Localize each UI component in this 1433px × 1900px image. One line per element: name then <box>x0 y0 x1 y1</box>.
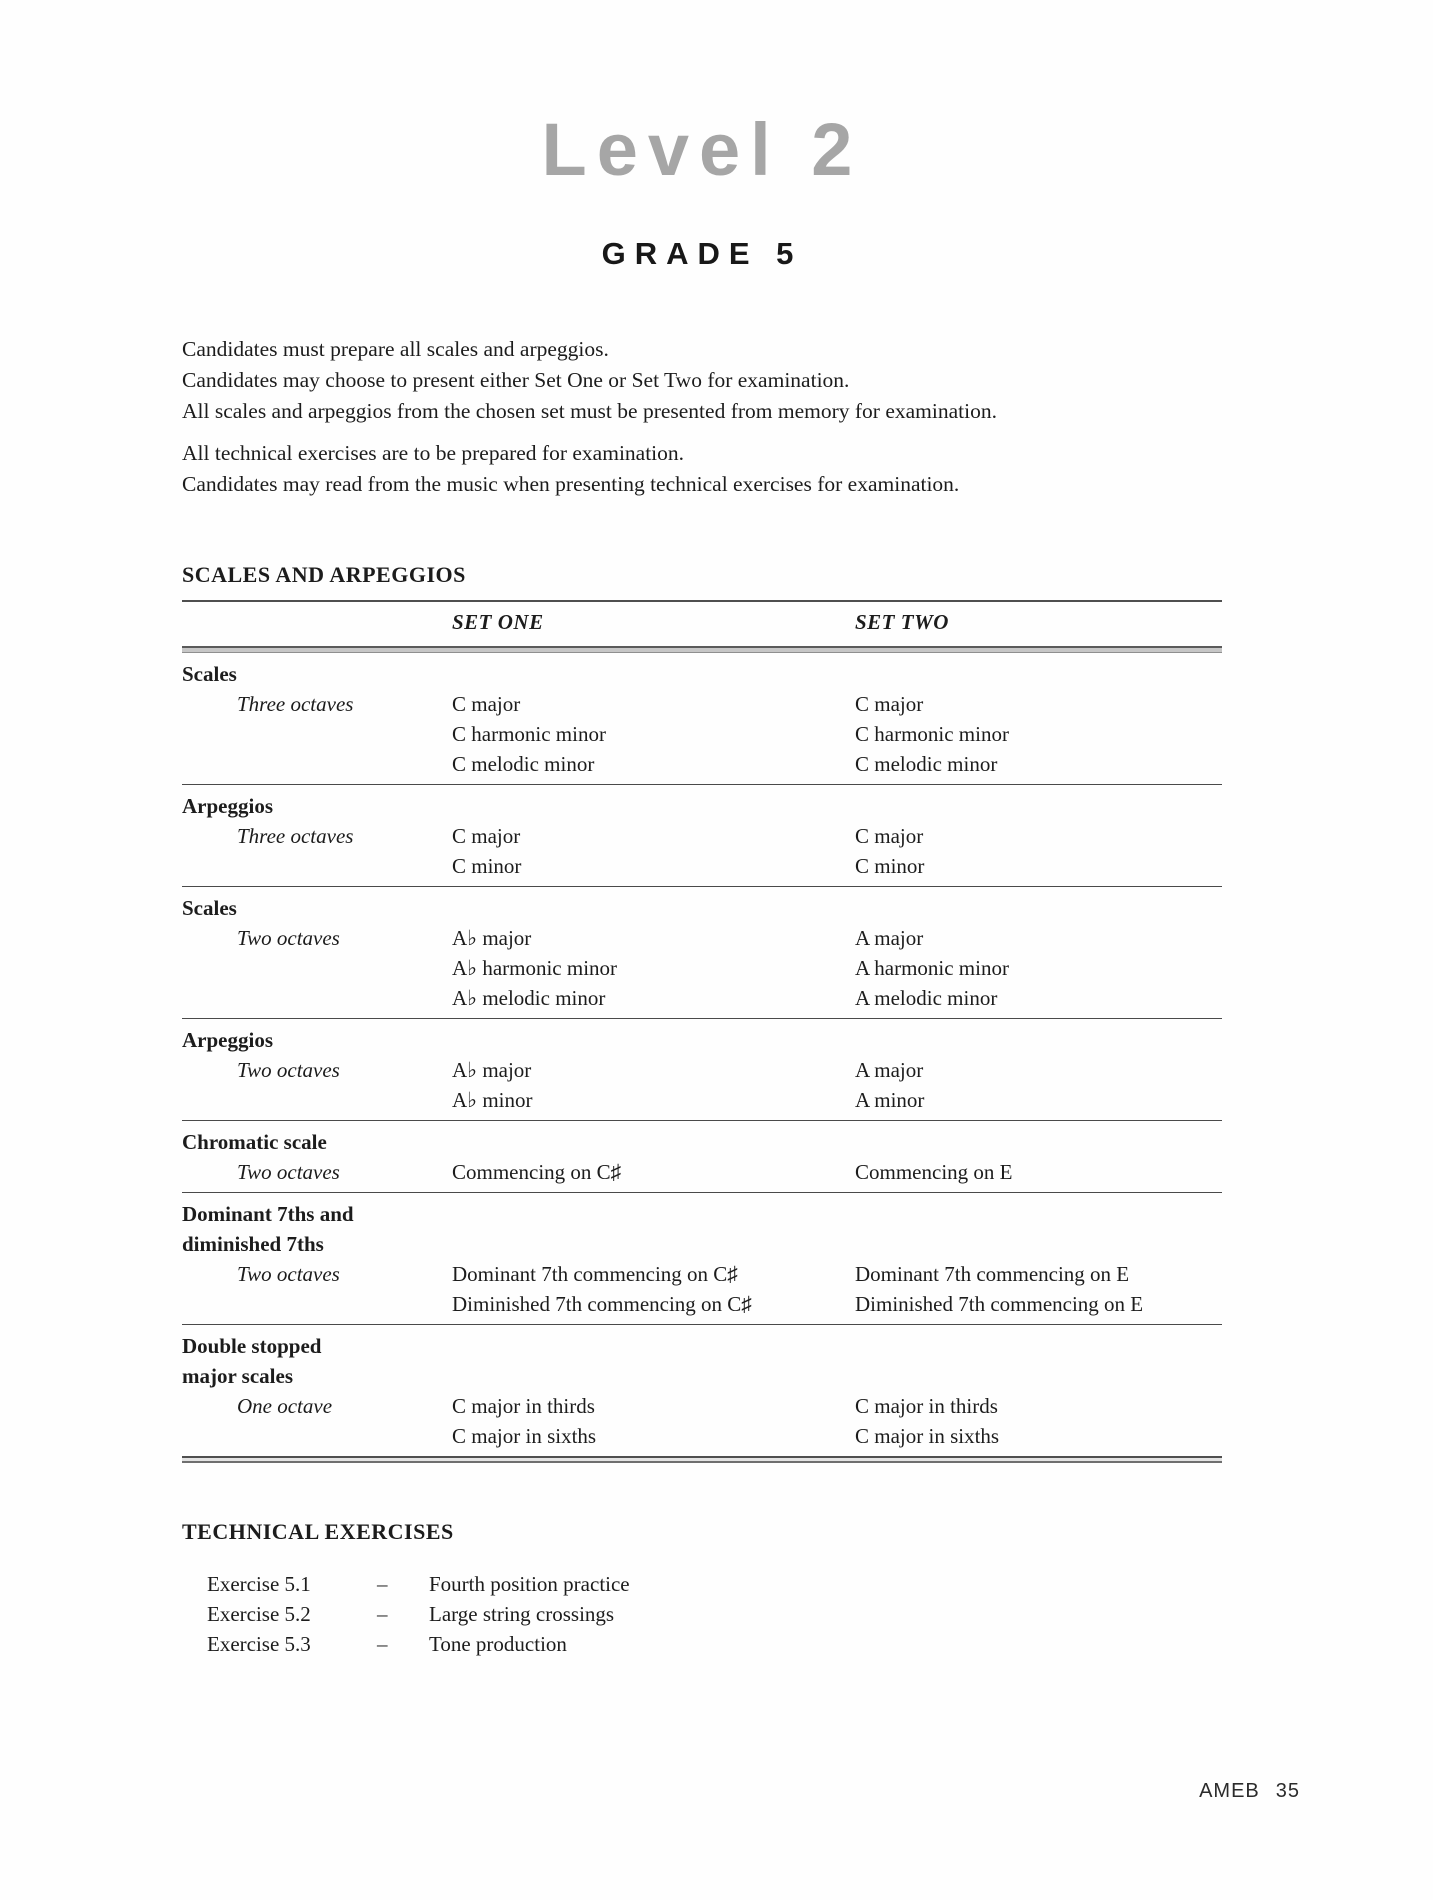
table-row <box>182 719 1222 749</box>
column-header-set-two: SET TWO <box>855 610 949 634</box>
exercise-name: Exercise 5.3 <box>207 1632 311 1656</box>
table-row <box>182 1391 1222 1421</box>
set-two-cell: C major in thirds <box>855 1394 998 1418</box>
set-one-cell: A♭ major <box>452 926 532 950</box>
table-rule-bottom <box>182 1456 1222 1463</box>
table-row <box>182 749 1222 779</box>
table-row <box>182 1157 1222 1187</box>
category-label: Scales <box>182 662 237 686</box>
table-row <box>182 1085 1222 1115</box>
table-row <box>182 821 1222 851</box>
section-scales-two-octaves <box>182 887 1222 1019</box>
table-rule-under-header <box>182 646 1222 653</box>
exercise-description: Fourth position practice <box>429 1572 630 1596</box>
technical-exercises-list <box>182 1569 1222 1659</box>
set-one-cell: C major in thirds <box>452 1394 595 1418</box>
exercise-dash: – <box>377 1632 388 1656</box>
intro-line: Candidates must prepare all scales and arpeggios. <box>182 337 609 361</box>
set-two-cell: A melodic minor <box>855 986 998 1010</box>
section-arpeggios-two-octaves <box>182 1019 1222 1121</box>
set-one-cell: Diminished 7th commencing on C♯ <box>452 1292 752 1316</box>
octave-label: Two octaves <box>237 1058 340 1082</box>
set-one-cell: C minor <box>452 854 522 878</box>
exercise-description: Tone production <box>429 1632 567 1656</box>
exercise-item <box>182 1629 1222 1659</box>
table-row <box>182 851 1222 881</box>
set-one-cell: Dominant 7th commencing on C♯ <box>452 1262 738 1286</box>
grade-title: GRADE 5 <box>601 236 803 271</box>
set-two-cell: C harmonic minor <box>855 722 1009 746</box>
section-arpeggios-three-octaves <box>182 785 1222 887</box>
set-two-cell: C major <box>855 824 924 848</box>
footer-page-number: 35 <box>1275 1780 1300 1802</box>
section-chromatic-scale <box>182 1121 1222 1193</box>
set-one-cell: A♭ major <box>452 1058 532 1082</box>
scales-arpeggios-heading: SCALES AND ARPEGGIOS <box>182 562 466 587</box>
category-label: Scales <box>182 896 237 920</box>
scales-arpeggios-table <box>182 600 1222 1463</box>
section-scales-three-octaves <box>182 653 1222 785</box>
set-one-cell: C major <box>452 692 521 716</box>
octave-label: Two octaves <box>237 1160 340 1184</box>
exercise-item <box>182 1599 1222 1629</box>
table-row <box>182 1289 1222 1319</box>
page-footer <box>1199 1780 1300 1803</box>
category-label: Chromatic scale <box>182 1130 327 1154</box>
category-label: Arpeggios <box>182 794 273 818</box>
intro-line: All scales and arpeggios from the chosen set must be presented from memory for examination. <box>182 399 997 423</box>
set-two-cell: Commencing on E <box>855 1160 1013 1184</box>
column-header-set-one: SET ONE <box>452 610 544 634</box>
set-one-cell: A♭ harmonic minor <box>452 956 618 980</box>
intro-line: Candidates may choose to present either Set One or Set Two for examination. <box>182 368 850 392</box>
set-one-cell: C major in sixths <box>452 1424 597 1448</box>
exercise-name: Exercise 5.2 <box>207 1602 311 1626</box>
octave-label: One octave <box>237 1394 333 1418</box>
technical-exercises-heading: TECHNICAL EXERCISES <box>182 1519 454 1544</box>
table-header-row <box>182 602 1222 646</box>
exercise-name: Exercise 5.1 <box>207 1572 311 1596</box>
exercise-dash: – <box>377 1602 388 1626</box>
table-header-spacer <box>182 608 452 636</box>
set-two-cell: C melodic minor <box>855 752 998 776</box>
intro-paragraph-scales <box>182 334 1222 427</box>
table-row <box>182 1055 1222 1085</box>
set-two-cell: A major <box>855 926 924 950</box>
table-row <box>182 923 1222 953</box>
category-label: Double stopped <box>182 1334 322 1358</box>
section-dominant-diminished-7ths <box>182 1193 1222 1325</box>
octave-label: Two octaves <box>237 1262 340 1286</box>
set-one-cell: A♭ melodic minor <box>452 986 606 1010</box>
table-row <box>182 1421 1222 1451</box>
category-label: Dominant 7ths and <box>182 1202 354 1226</box>
table-row <box>182 1259 1222 1289</box>
set-one-cell: Commencing on C♯ <box>452 1160 622 1184</box>
intro-line: Candidates may read from the music when presenting technical exercises for examination. <box>182 472 960 496</box>
table-row <box>182 689 1222 719</box>
exercise-description: Large string crossings <box>429 1602 615 1626</box>
section-double-stopped-major-scales <box>182 1325 1222 1456</box>
octave-label: Two octaves <box>237 926 340 950</box>
category-label: major scales <box>182 1364 293 1388</box>
set-two-cell: C major <box>855 692 924 716</box>
table-row <box>182 953 1222 983</box>
octave-label: Three octaves <box>237 692 354 716</box>
footer-brand: AMEB <box>1199 1780 1260 1802</box>
set-one-cell: C harmonic minor <box>452 722 606 746</box>
level-title: Level 2 <box>541 108 863 191</box>
exercise-item <box>182 1569 1222 1599</box>
set-two-cell: A major <box>855 1058 924 1082</box>
category-label: diminished 7ths <box>182 1232 324 1256</box>
set-one-cell: C major <box>452 824 521 848</box>
intro-paragraph-technical <box>182 438 1222 500</box>
set-two-cell: C minor <box>855 854 925 878</box>
exercise-dash: – <box>377 1572 388 1596</box>
table-row <box>182 983 1222 1013</box>
set-two-cell: C major in sixths <box>855 1424 1000 1448</box>
intro-line: All technical exercises are to be prepared for examination. <box>182 441 685 465</box>
category-label: Arpeggios <box>182 1028 273 1052</box>
set-one-cell: C melodic minor <box>452 752 595 776</box>
set-two-cell: Dominant 7th commencing on E <box>855 1262 1130 1286</box>
set-one-cell: A♭ minor <box>452 1088 533 1112</box>
set-two-cell: A harmonic minor <box>855 956 1009 980</box>
set-two-cell: Diminished 7th commencing on E <box>855 1292 1144 1316</box>
set-two-cell: A minor <box>855 1088 925 1112</box>
octave-label: Three octaves <box>237 824 354 848</box>
